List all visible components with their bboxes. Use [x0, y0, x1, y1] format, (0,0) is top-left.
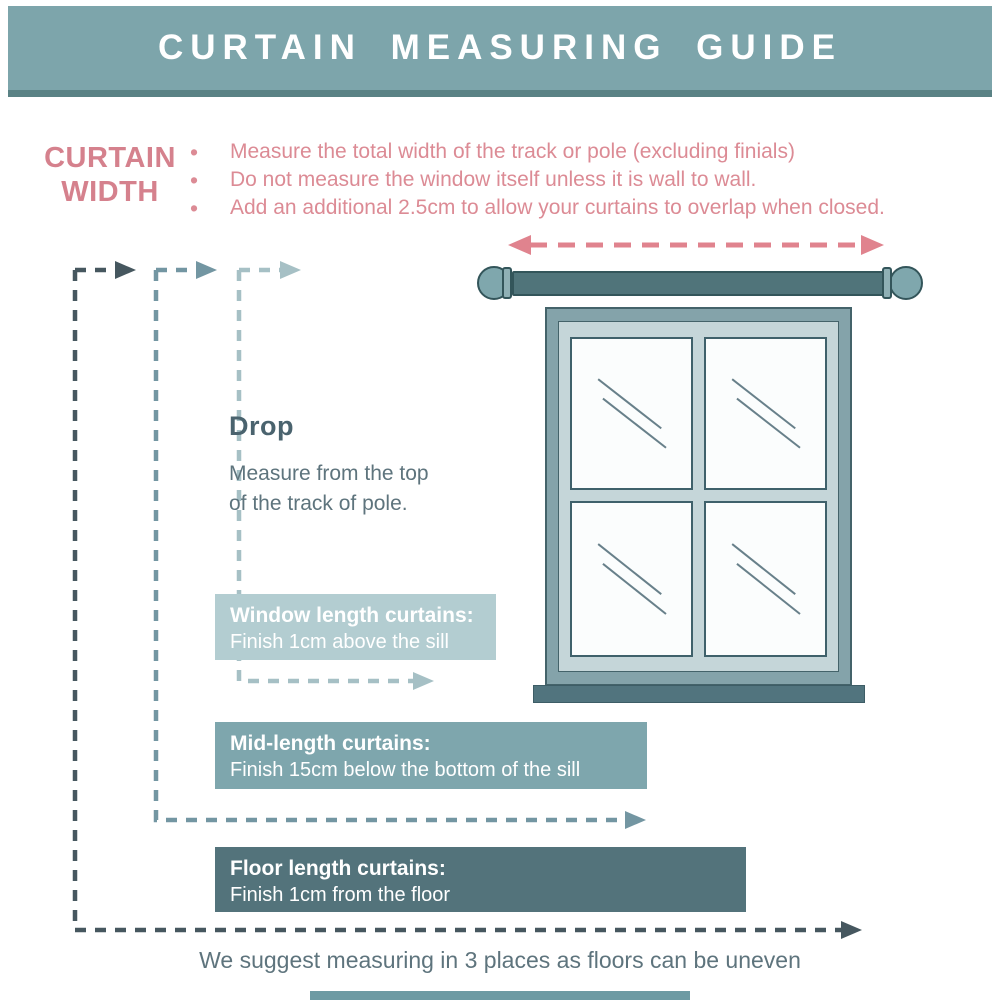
bullet-item	[190, 194, 885, 222]
window-pane	[570, 501, 693, 657]
drop-title: Drop	[229, 411, 294, 441]
window-pane	[704, 501, 827, 657]
page-title: CURTAIN MEASURING GUIDE	[157, 28, 843, 67]
window-length-subtitle: Finish 1cm above the sill	[230, 631, 449, 653]
window-pane	[570, 337, 693, 490]
footer-note: We suggest measuring in 3 places as floors can be uneven	[199, 947, 801, 973]
bullet-text: Do not measure the window itself unless it is wall to wall.	[230, 168, 757, 191]
glass-reflection-icon	[572, 339, 691, 488]
drop-description-line1: Measure from the top	[229, 462, 429, 485]
window-illustration	[545, 307, 852, 686]
bullet-text: Add an additional 2.5cm to allow your curtains to overlap when closed.	[230, 196, 885, 219]
drop-description	[229, 459, 429, 519]
mid-length-box	[215, 722, 647, 789]
curtain-width-label-line2: WIDTH	[61, 176, 159, 208]
curtain-width-bullet-list	[190, 138, 885, 222]
curtain-width-label-line1: CURTAIN	[44, 142, 176, 174]
window-inner-frame	[558, 321, 839, 672]
bullet-item	[190, 138, 885, 166]
bullet-text: Measure the total width of the track or pole (excluding finials)	[230, 140, 795, 163]
glass-reflection-icon	[572, 503, 691, 655]
pole-cap-left-icon	[502, 267, 512, 299]
glass-reflection-icon	[706, 339, 825, 488]
header-banner	[8, 6, 992, 97]
mid-length-subtitle: Finish 15cm below the bottom of the sill	[230, 759, 581, 781]
bullet-dot-icon: •	[190, 167, 199, 193]
floor-length-subtitle: Finish 1cm from the floor	[230, 884, 451, 906]
pole-finial-right-icon	[889, 266, 923, 300]
window-length-title: Window length curtains:	[230, 604, 474, 627]
drop-description-line2: of the track of pole.	[229, 492, 408, 515]
curtain-width-arrow-icon	[508, 235, 884, 255]
mid-length-title: Mid-length curtains:	[230, 732, 431, 755]
window-sill	[533, 685, 865, 703]
floor-length-box	[215, 847, 746, 912]
bottom-divider-bar	[310, 991, 690, 1000]
bullet-dot-icon: •	[190, 139, 199, 165]
floor-length-title: Floor length curtains:	[230, 857, 446, 880]
bullet-item	[190, 166, 885, 194]
pole-bar	[512, 271, 884, 296]
glass-reflection-icon	[706, 503, 825, 655]
window-length-box	[215, 594, 496, 660]
window-pane	[704, 337, 827, 490]
bullet-dot-icon: •	[190, 195, 199, 221]
curtain-width-label	[40, 141, 180, 209]
